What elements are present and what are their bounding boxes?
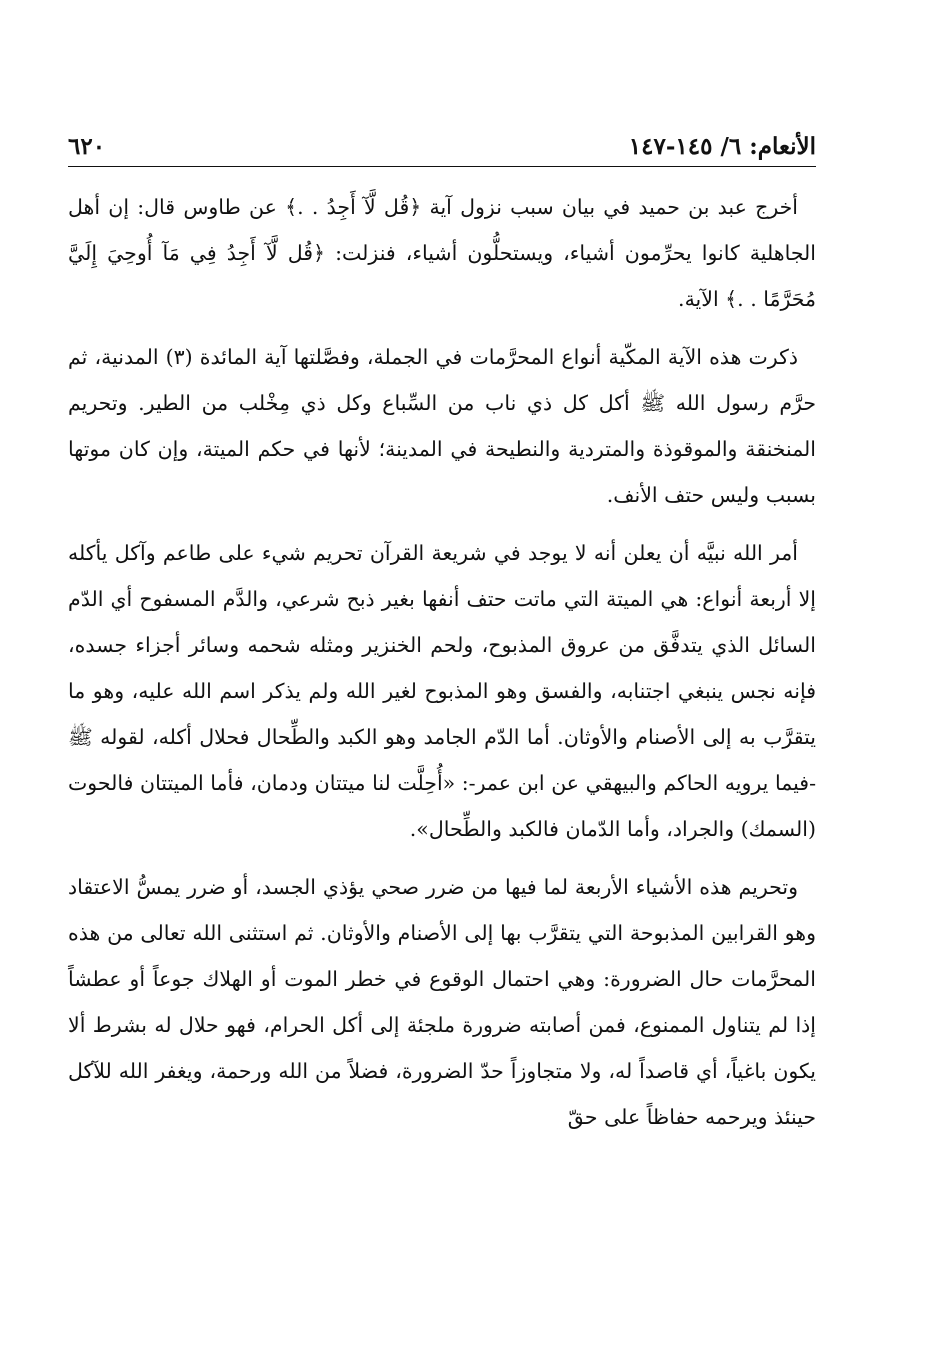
paragraph-prohibitions-overview: ذكرت هذه الآية المكّية أنواع المحرَّمات في الجملة، وفصَّلتها آية المائدة (٣) المدنية، ثم حرَّم رسول الله ﷺ أكل كل ذي ناب من السِّباع وكل ذي مِخْلب من الطير. وتحريم المنخنقة والموقوذة والمتردية والنطيحة في المدينة؛ لأنها في حكم الميتة، وإن كان موتها بسبب وليس حتف الأنف. <box>68 345 816 507</box>
body-text <box>68 184 816 1152</box>
paragraph-revelation-cause: أخرج عبد بن حميد في بيان سبب نزول آية ﴿قُل لَّآ أَجِدُ . .﴾ عن طاوس قال: إن أهل الجاهلية كانوا يحرِّمون أشياء، ويستحلُّون أشياء، فنزلت: ﴿قُل لَّآ أَجِدُ فِي مَآ أُوحِيَ إِلَيَّ مُحَرَّمًا . .﴾ الآية. <box>68 195 816 311</box>
paragraph-necessity-exception: وتحريم هذه الأشياء الأربعة لما فيها من ضرر صحي يؤذي الجسد، أو ضرر يمسُّ الاعتقاد وهو القرابين المذبوحة التي يتقرَّب بها إلى الأصنام والأوثان. ثم استثنى الله تعالى من هذه المحرَّمات حال الضرورة: وهي احتمال الوقوع في خطر الموت أو الهلاك جوعاً أو عطشاً إذا لم يتناول الممنوع، فمن أصابته ضرورة ملجئة إلى أكل الحرام، فهو حلال له بشرط ألا يكون باغياً، أي قاصداً له، ولا متجاوزاً حدّ الضرورة، فضلاً من الله ورحمة، ويغفر الله للآكل حينئذ ويرحمه حفاظاً على حقّ <box>68 875 816 1129</box>
running-header <box>68 120 816 160</box>
page-number: ٦٢٠ <box>68 133 106 160</box>
header-divider <box>68 166 816 167</box>
paragraph-four-prohibitions: أمر الله نبيَّه أن يعلن أنه لا يوجد في شريعة القرآن تحريم شيء على طاعم وآكل يأكله إلا أربعة أنواع: هي الميتة التي ماتت حتف أنفها بغير ذبح شرعي، والدَّم المسفوح أي الدّم السائل الذي يتدفَّق من عروق المذبوح، ولحم الخنزير ومثله شحمه وسائر أجزاء جسده، فإنه نجس ينبغي اجتنابه، والفسق وهو المذبوح لغير الله ولم يذكر اسم الله عليه، وهو ما يتقرَّب به إلى الأصنام والأوثان. أما الدّم الجامد وهو الكبد والطِّحال فحلال أكله، لقوله ﷺ -فيما يرويه الحاكم والبيهقي عن ابن عمر-: «أُحِلَّت لنا ميتتان ودمان، فأما الميتتان فالحوت (السمك) والجراد، وأما الدّمان فالكبد والطِّحال». <box>68 541 816 841</box>
chapter-reference: الأنعام: ٦/ ١٤٥-١٤٧ <box>628 133 816 160</box>
